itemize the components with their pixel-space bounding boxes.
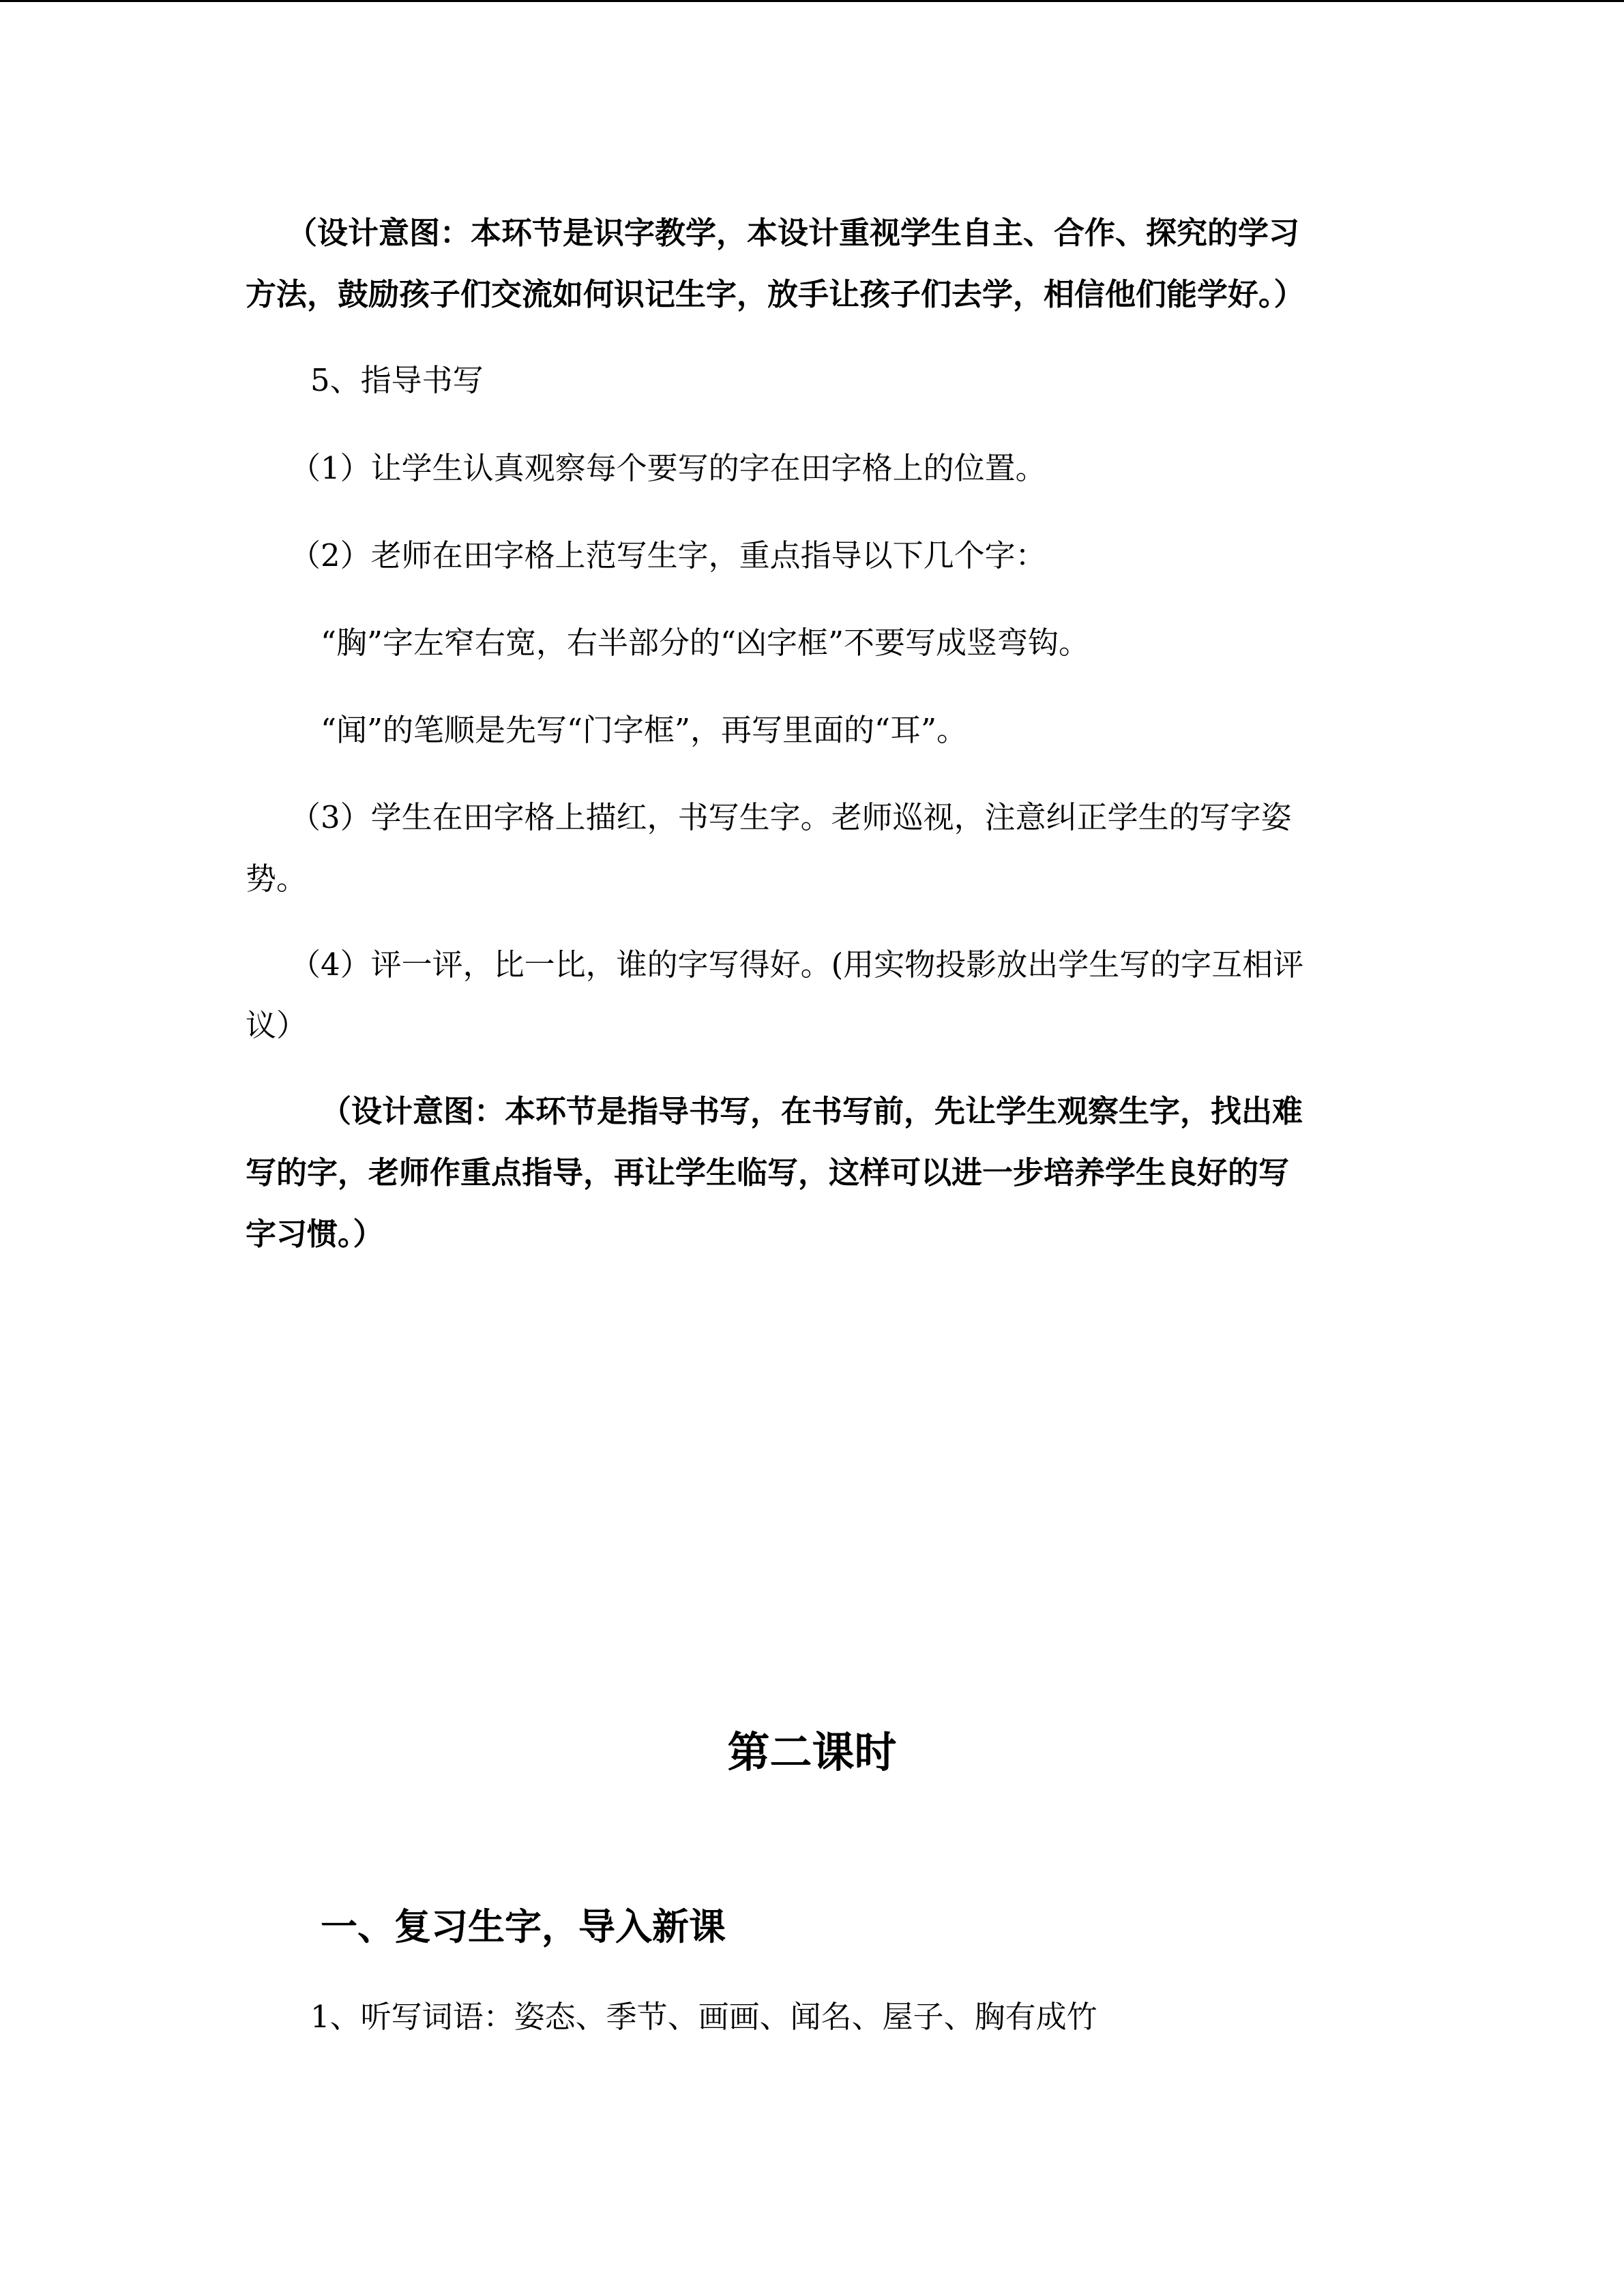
- writing-item-3-line-1: （3）学生在田字格上描红，书写生字。老师巡视，注意纠正学生的写字姿: [290, 799, 1292, 835]
- writing-item-3-line-2: 势。: [246, 861, 308, 897]
- step-5-title: 5、指导书写: [310, 362, 484, 398]
- design-note-2-line-2: 写的字，老师作重点指导，再让学生临写，这样可以进一步培养学生良好的写: [246, 1154, 1290, 1191]
- design-note-2-line-3: 字习惯。）: [246, 1216, 384, 1252]
- section-1-title: 一、复习生字，导入新课: [321, 1905, 726, 1948]
- char-note-wen: “闻”的笔顺是先写“门字框”，再写里面的“耳”。: [321, 712, 968, 748]
- dictation-words: 1、听写词语：姿态、季节、画画、闻名、屋子、胸有成竹: [310, 1999, 1097, 2035]
- writing-item-1: （1）让学生认真观察每个要写的字在田字格上的位置。: [290, 450, 1046, 486]
- page-top-border: [0, 0, 1624, 2]
- char-note-xiong: “胸”字左窄右宽，右半部分的“凶字框”不要写成竖弯钩。: [321, 625, 1090, 661]
- design-note-1-line-2: 方法，鼓励孩子们交流如何识记生字，放手让孩子们去学，相信他们能学好。）: [246, 276, 1305, 312]
- writing-item-4-line-1: （4）评一评，比一比，谁的字写得好。(用实物投影放出学生写的字互相评: [290, 946, 1304, 983]
- lesson-title: 第二课时: [727, 1727, 897, 1777]
- writing-item-4-line-2: 议）: [246, 1007, 308, 1043]
- writing-item-2: （2）老师在田字格上范写生字，重点指导以下几个字：: [290, 537, 1046, 573]
- design-note-2-line-1: （设计意图：本环节是指导书写，在书写前，先让学生观察生字，找出难: [321, 1093, 1303, 1129]
- design-note-1-line-1: （设计意图：本环节是识字教学，本设计重视学生自主、合作、探究的学习: [286, 215, 1300, 251]
